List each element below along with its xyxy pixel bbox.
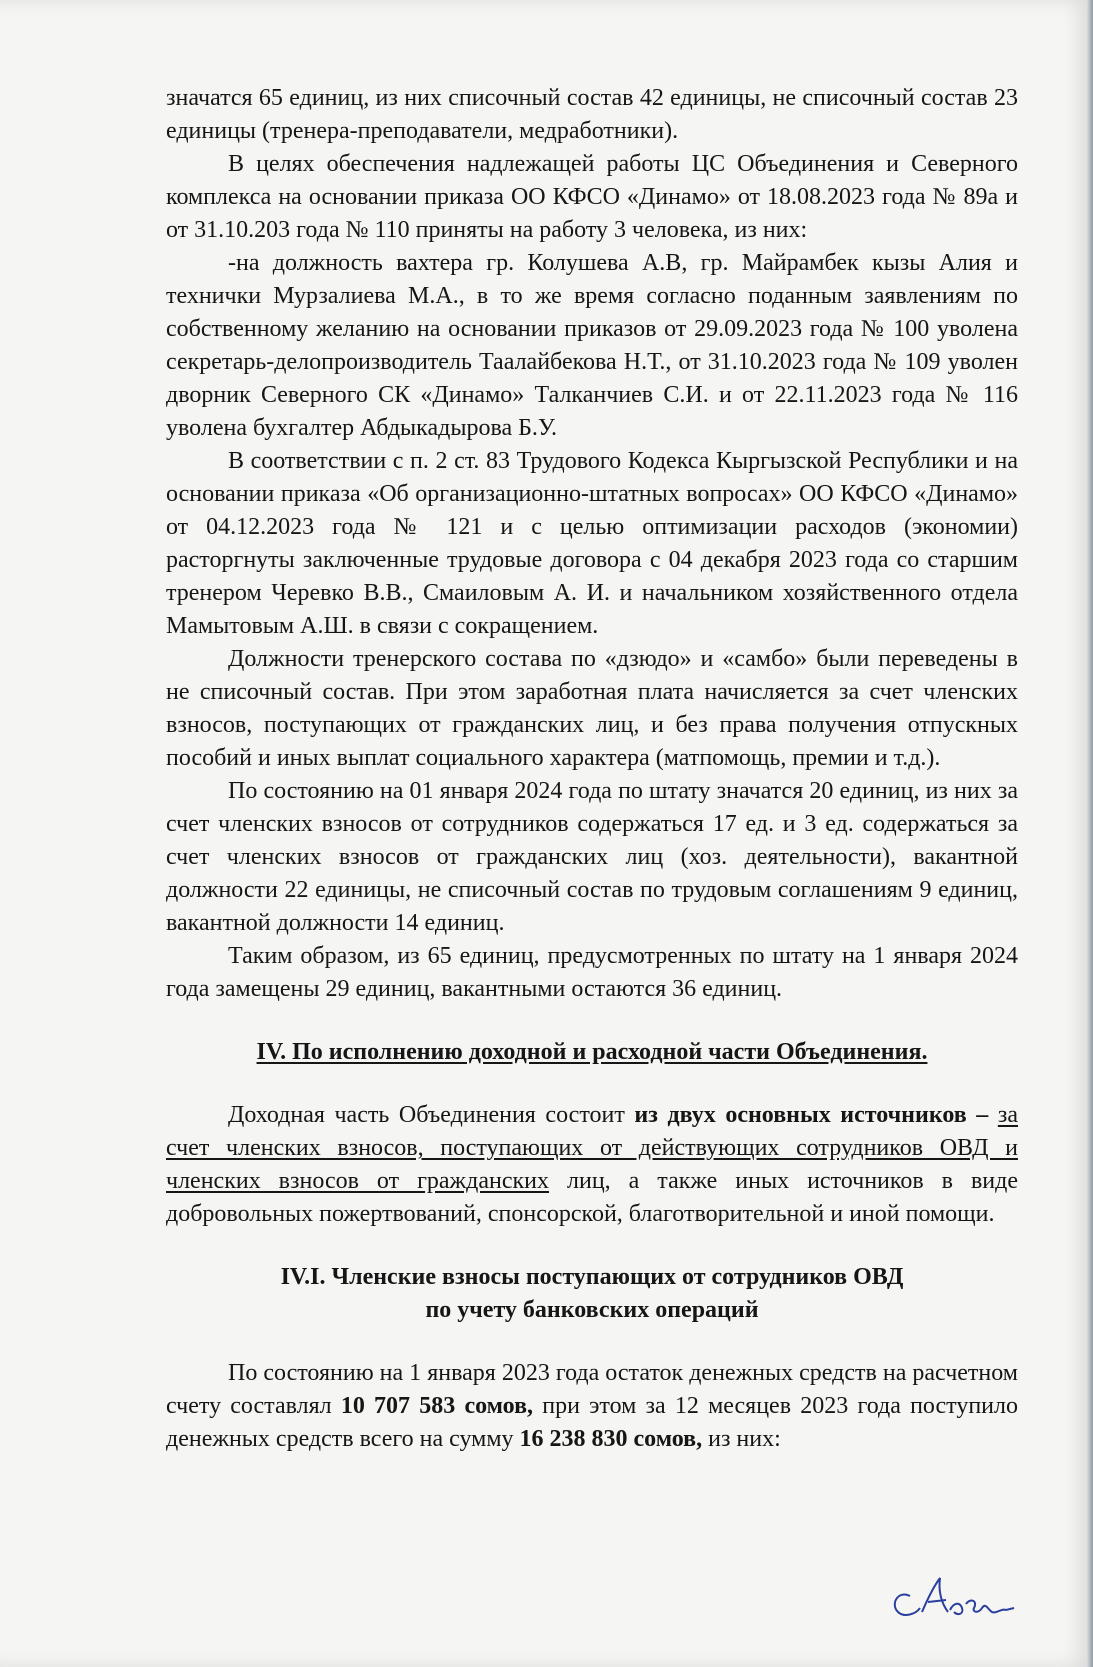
paragraph-labor-code: В соответствии с п. 2 ст. 83 Трудового Кодекса Кыргызской Республики и на основании приказа «Об организационно-штатных вопросах» ОО КФСО «Динамо» от 04.12.2023 года № 121 и с целью оптимизации расходов (экономии) расторгнуты заключенные трудовые договора с 04 декабря 2023 года со старшим тренером Черевко В.В., Смаиловым А. И. и начальником хозяйственного отдела Мамытовым А.Ш. в связи с сокращением. — [166, 448, 1018, 639]
income-text-start: Доходная часть Объединения состоит — [228, 1102, 635, 1128]
subsection-heading-line1: IV.I. Членские взносы поступающих от сотрудников ОВД — [280, 1264, 904, 1290]
balance-amount-start: 10 707 583 сомов, — [340, 1393, 534, 1419]
income-text-end: лиц, а также иных источников в виде добровольных пожертвований, спонсорской, благотворительной и иной помощи. — [166, 1168, 1018, 1227]
balance-text-a: По состоянию на 1 января 2023 года остаток денежных средств на расчетном счету составлял — [166, 1360, 1018, 1419]
income-text-bold: из двух основных источников — [634, 1102, 967, 1128]
subsection-heading-line2: по учету банковских операций — [425, 1297, 759, 1323]
handwritten-signature — [888, 1568, 1018, 1628]
paragraph-bank-balance — [166, 1357, 1018, 1456]
income-text-underlined: за счет членских взносов, поступающих от действующих сотрудников ОВД и членских взносов от гражданских — [166, 1102, 1018, 1194]
paragraph-hiring: В целях обеспечения надлежащей работы ЦС Объединения и Северного комплекса на основании приказа ОО КФСО «Динамо» от 18.08.2023 года № 89а и от 31.10.203 года № 110 приняты на работу 3 человека, из них: — [166, 151, 1018, 243]
paragraph-coaching-staff: Должности тренерского состава по «дзюдо» и «самбо» были переведены в не списочный состав. При этом заработная плата начисляется за счет членских взносов, поступающих от гражданских лиц, и без права получения отпускных пособий и иных выплат социального характера (матпомощь, премии и т.д.). — [166, 646, 1018, 771]
balance-text-c: из них: — [702, 1426, 781, 1452]
document-body — [166, 82, 1018, 1456]
paragraph-staff-status: По состоянию на 01 января 2024 года по штату значатся 20 единиц, из них за счет членских взносов от сотрудников содержаться 17 ед. и 3 ед. содержаться за счет членских взносов от гражданских лиц (хоз. деятельности), вакантной должности 22 единицы, не списочный состав по трудовым соглашениям 9 единиц, вакантной должности 14 единиц. — [166, 778, 1018, 936]
paragraph-staff-count: значатся 65 единиц, из них списочный состав 42 единицы, не списочный состав 23 единицы (тренера-преподаватели, медработники). — [166, 85, 1018, 144]
balance-amount-received: 16 238 830 сомов, — [519, 1426, 703, 1452]
balance-text-b: при этом за 12 месяцев 2023 года поступило денежных средств всего на сумму — [166, 1393, 1018, 1452]
income-text-dash: – — [966, 1102, 998, 1128]
section-heading-income-expense: IV. По исполнению доходной и расходной части Объединения. — [256, 1039, 928, 1065]
paragraph-dismissals: -на должность вахтера гр. Колушева А.В, гр. Майрамбек кызы Алия и технички Мурзалиева М.А., в то же время согласно поданным заявлениям по собственному желанию на основании приказов от 29.09.2023 года № 100 уволена секретарь-делопроизводитель Таалайбекова Н.Т., от 31.10.2023 года № 109 уволен дворник Северного СК «Динамо» Талканчиев С.И. и от 22.11.2023 года № 116 уволена бухгалтер Абдыкадырова Б.У. — [166, 250, 1018, 441]
paragraph-income-sources — [166, 1099, 1018, 1231]
paragraph-summary: Таким образом, из 65 единиц, предусмотренных по штату на 1 января 2024 года замещены 29 единиц, вакантными остаются 36 единиц. — [166, 943, 1018, 1002]
page-edge-shadow — [1087, 0, 1093, 1667]
